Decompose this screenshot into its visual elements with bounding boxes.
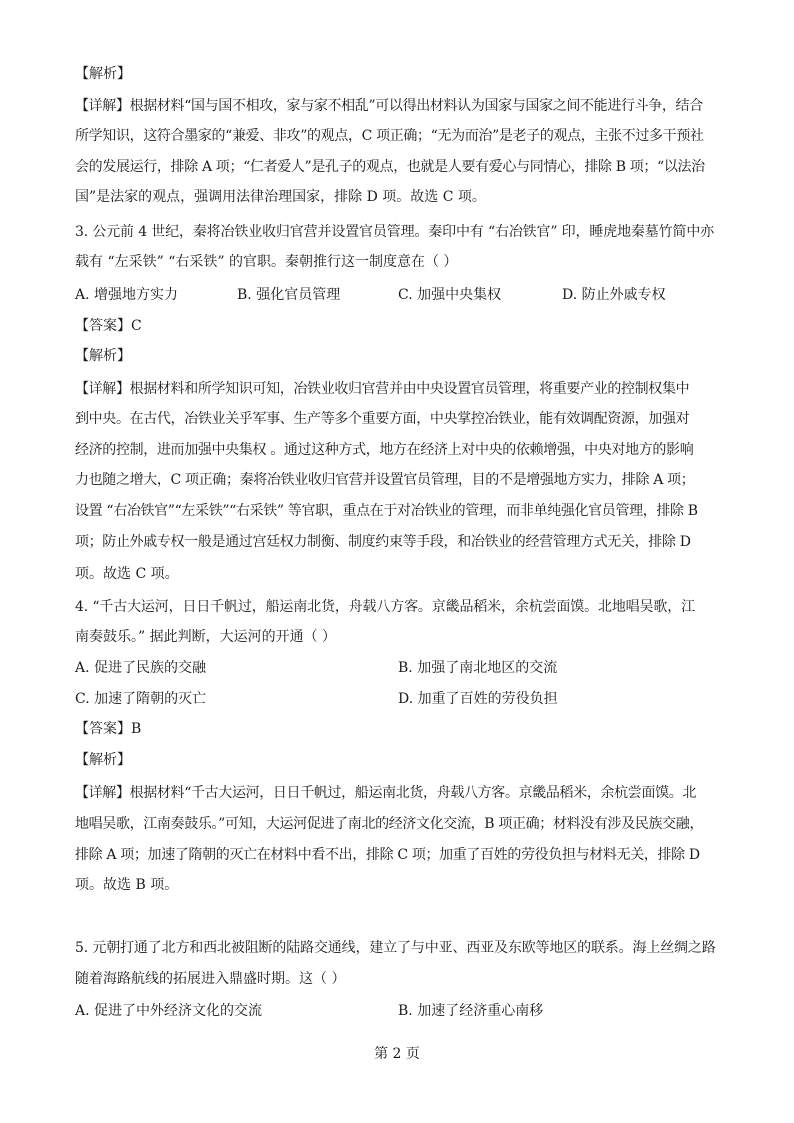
q4-answer: 【答案】B (75, 721, 142, 737)
page-number: 第 2 页 (374, 1046, 420, 1062)
q4-option-d: D. 加重了百姓的劳役负担 (398, 691, 558, 707)
q4-detail-line: 【详解】根据材料“千古大运河，日日千帆过，船运南北货，舟载八方客。京畿品稻米，余杭尝面馍。北 (75, 785, 697, 801)
question-5-stem: 5. 元朝打通了北方和西北被阻断的陆路交通线，建立了与中亚、西亚及东欧等地区的联系。海上丝绸之路 (75, 940, 716, 956)
q3-detail-line: 【详解】根据材料和所学知识可知，冶铁业收归官营并由中央设置官员管理，将重要产业的控制权集中 (75, 381, 690, 397)
question-5-stem: 随着海路航线的拓展进入鼎盛时期。这（ ） (75, 971, 346, 987)
q3-answer: 【答案】C (75, 318, 142, 334)
question-3-stem: 3. 公元前 4 世纪，秦将冶铁业收归官营并设置官员管理。秦印中有 “右冶铁官” 印，睡虎地秦墓竹简中亦 (75, 224, 715, 240)
q3-option-c: C. 加强中央集权 (398, 287, 502, 303)
q4-option-b: B. 加强了南北地区的交流 (398, 660, 558, 676)
q4-detail-line: 地唱吴歌，江南奏鼓乐。”可知，大运河促进了南北的经济文化交流，B 项正确；材料没有涉及民族交融， (75, 816, 704, 832)
q3-detail-line: 项；防止外戚专权一般是通过宫廷权力制衡、制度约束等手段，和冶铁业的经营管理方式无关，排除 D (75, 534, 691, 550)
question-3-stem: 载有 “左采铁” “右采铁” 的官职。秦朝推行这一制度意在（ ） (75, 254, 458, 270)
q3-detail-line: 力也随之增大，C 项正确；秦将冶铁业收归官营并设置官员管理，目的不是增强地方实力，排除 A 项； (75, 472, 695, 488)
question-4-stem: 南奏鼓乐。” 据此判断，大运河的开通（ ） (75, 629, 337, 645)
detail-line: 所学知识，这符合墨家的“兼爱、非攻”的观点，C 项正确；“无为而治”是老子的观点，主张不过多干预社 (75, 128, 704, 144)
q5-option-b: B. 加速了经济重心南移 (398, 1003, 544, 1019)
analysis-heading: 【解析】 (75, 66, 131, 82)
q3-analysis-heading: 【解析】 (75, 348, 131, 364)
q4-option-a: A. 促进了民族的交融 (75, 660, 207, 676)
detail-line: 【详解】根据材料“国与国不相攻，家与家不相乱”可以得出材料认为国家与国家之间不能进行斗争，结合 (75, 98, 703, 114)
q3-option-d: D. 防止外戚专权 (562, 287, 666, 303)
q3-detail-line: 到中央。在古代，冶铁业关乎军事、生产等多个重要方面，中央掌控冶铁业，能有效调配资源，加强对 (75, 411, 690, 427)
q3-detail-line: 项。故选 C 项。 (75, 566, 179, 582)
q4-detail-line: 项。故选 B 项。 (75, 877, 179, 893)
q4-detail-line: 排除 A 项；加速了隋朝的灭亡在材料中看不出，排除 C 项；加重了百姓的劳役负担与材料无关，排除 D (75, 847, 700, 863)
question-4-stem: 4. “千古大运河，日日千帆过，船运南北货，舟载八方客。京畿品稻米，余杭尝面馍。北地唱吴歌，江 (75, 599, 695, 615)
q4-analysis-heading: 【解析】 (75, 752, 131, 768)
q4-option-c: C. 加速了隋朝的灭亡 (75, 691, 207, 707)
q3-detail-line: 经济的控制，进而加强中央集权 。通过这种方式，地方在经济上对中央的依赖增强，中央对地方的影响 (75, 442, 694, 458)
detail-line: 国”是法家的观点，强调用法律治理国家，排除 D 项。故选 C 项。 (75, 189, 486, 205)
q5-option-a: A. 促进了中外经济文化的交流 (75, 1003, 263, 1019)
detail-line: 会的发展运行，排除 A 项；“仁者爱人”是孔子的观点，也就是人要有爱心与同情心，排除 B 项；“以法治 (75, 159, 705, 175)
q3-detail-line: 设置 “右冶铁官”“左采铁”“右采铁” 等官职，重点在于对冶铁业的管理，而非单纯强化官员管理，排除 B (75, 503, 698, 519)
q3-option-b: B. 强化官员管理 (237, 287, 341, 303)
q3-option-a: A. 增强地方实力 (75, 287, 179, 303)
